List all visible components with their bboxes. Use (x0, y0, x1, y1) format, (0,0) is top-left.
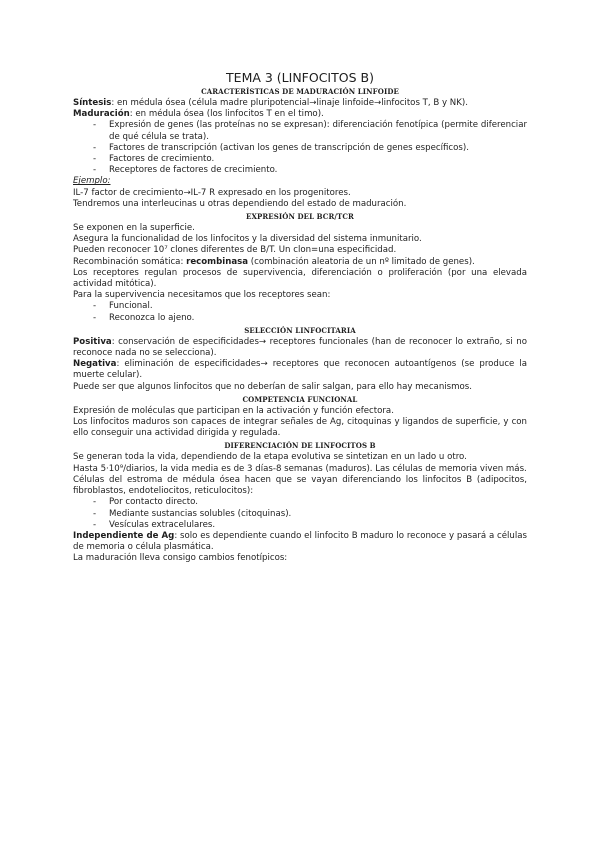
section-heading-diferenciacion: DIFERENCIACIÓN DE LINFOCITOS B (224, 441, 376, 451)
section-heading-maduracion: CARACTERÍSTICAS DE MADURACIÓN LINFOIDE (201, 87, 399, 96)
diferenciacion-line-5: La maduración lleva consigo cambios fenotípicos: (73, 553, 288, 564)
document-page (73, 70, 527, 565)
list-item: - Funcional. (93, 301, 153, 312)
independiente-label: Independiente de Ag (73, 530, 175, 541)
section-heading-bcr-tcr: EXPRESIÓN DEL BCR/TCR (246, 212, 354, 222)
ejemplo-line-2: Tendremos una interleucinas u otras dependiendo del estado de maduración. (73, 198, 407, 209)
list-item: - Factores de crecimiento. (93, 154, 215, 165)
bcr-line-3: Pueden reconocer 10⁷ clones diferentes de B/T. Un clon=una especificidad. (73, 245, 397, 256)
sintesis-label: Síntesis (73, 98, 112, 108)
page-title: TEMA 3 (LINFOCITOS B) (226, 70, 374, 85)
positiva-paragraph: Positiva: conservación de especificidades→ receptores funcionales (han de reconocer lo extraño, si no reconoce nada no se selecciona). (73, 336, 527, 359)
bcr-line-6: Para la supervivencia necesitamos que los receptores sean: (73, 290, 331, 301)
recombinasa-bold: recombinasa (186, 256, 249, 267)
section-heading-seleccion: SELECCIÓN LINFOCITARIA (244, 325, 356, 335)
list-item: - Receptores de factores de crecimiento. (93, 165, 278, 176)
diferenciacion-line-1: Se generan toda la vida, dependiendo de la etapa evolutiva se sintetizan en un lado u otro. (73, 452, 467, 463)
section-heading-competencia: COMPETENCIA FUNCIONAL (242, 394, 358, 404)
ejemplo-line-1: IL-7 factor de crecimiento→IL-7 R expresado en los progenitores. (73, 187, 351, 198)
list-item: - Por contacto directo. (93, 497, 198, 508)
competencia-line-1: Expresión de moléculas que participan en la activación y función efectora. (73, 405, 394, 416)
bcr-line-2: Asegura la funcionalidad de los linfocitos y la diversidad del sistema inmunitario. (73, 234, 422, 245)
negativa-paragraph: Negativa: eliminación de especificidades→ receptores que reconocen autoantígenos (se produce la muerte celular). (73, 359, 527, 381)
maduracion-list (73, 120, 527, 176)
estroma-list (73, 497, 527, 531)
seleccion-line-3: Puede ser que algunos linfocitos que no deberían de salir salgan, para ello hay mecanismos. (73, 381, 472, 392)
list-item: - Reconozca lo ajeno. (93, 312, 195, 323)
list-item: - Expresión de genes (las proteínas no se expresan): diferenciación fenotípica (permite diferenciar de qué célula se trata). (93, 120, 527, 142)
bcr-line-4: Recombinación somática: recombinasa (combinación aleatoria de un nº limitado de genes). (73, 256, 475, 267)
maduracion-paragraph (73, 109, 527, 120)
sintesis-paragraph (73, 98, 527, 109)
bcr-line-1: Se exponen en la superficie. (73, 223, 195, 234)
competencia-line-2: Los linfocitos maduros son capaces de integrar señales de Ag, citoquinas y ligandos de superficie, y con ello conseguir una actividad dirigida y regulada. (73, 417, 527, 439)
list-item: - Mediante sustancias solubles (citoquinas). (93, 508, 292, 519)
negativa-label: Negativa (73, 359, 117, 370)
list-item: - Vesículas extracelulares. (93, 519, 216, 530)
ejemplo-label: Ejemplo: (73, 176, 111, 187)
diferenciacion-line-2: Hasta 5·10⁹/diarios, la vida media es de 3 días-8 semanas (maduros). Las células de memoria viven más. (73, 463, 527, 474)
positiva-label: Positiva (73, 336, 112, 347)
sintesis-text: : en médula ósea (célula madre pluripotencial→linaje linfoide→linfocitos T, B y NK). (111, 98, 468, 108)
maduracion-text: : en médula ósea (los linfocitos T en el timo). (129, 109, 324, 120)
supervivencia-list (73, 301, 527, 323)
bcr-line-5: Los receptores regulan procesos de supervivencia, diferenciación o proliferación (por una elevada actividad mitótica). (73, 267, 527, 290)
list-item: - Factores de transcripción (activan los genes de transcripción de genes específicos). (93, 142, 469, 153)
diferenciacion-line-3: Células del estroma de médula ósea hacen que se vayan diferenciando los linfocitos B (adipocitos, fibroblastos, endoteliocitos, reticulocitos): (73, 474, 527, 497)
maduracion-label: Maduración (73, 109, 130, 120)
independiente-paragraph: Independiente de Ag: solo es dependiente cuando el linfocito B maduro lo reconoce y pasará a células de memoria o célula plasmática. (73, 530, 528, 553)
